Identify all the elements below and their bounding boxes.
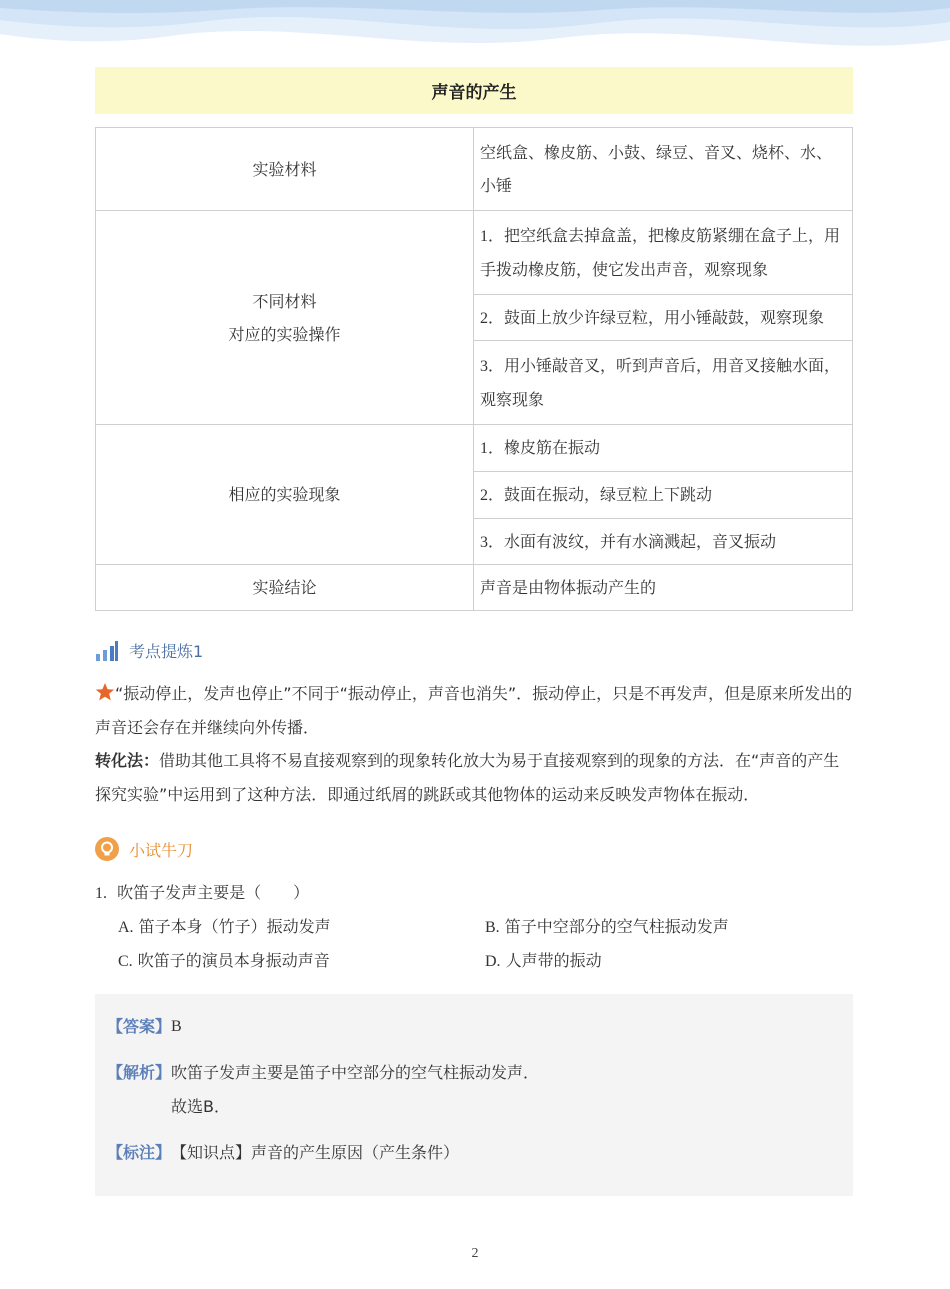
note-tag: 【标注】 <box>107 1143 172 1162</box>
table-row <box>96 425 853 472</box>
phenomenon-item: 2．鼓面在振动，绿豆粒上下跳动 <box>474 472 853 519</box>
operation-step: 1．把空纸盒去掉盒盖，把橡皮筋紧绷在盒子上，用手拨动橡皮筋，使它发出声音，观察现象 <box>474 211 853 295</box>
phenomena-label: 相应的实验现象 <box>96 425 474 565</box>
table-row <box>96 565 853 611</box>
section-key-points <box>95 639 203 662</box>
conclusion-label: 实验结论 <box>96 565 474 611</box>
operation-step: 3．用小锤敲音叉，听到声音后，用音叉接触水面，观察现象 <box>474 341 853 425</box>
analysis-tag: 【解析】 <box>107 1063 172 1082</box>
section-practice <box>95 837 193 861</box>
question-stem: 1. 吹笛子发声主要是（ ） <box>95 883 310 902</box>
wave-header-decoration <box>0 0 950 70</box>
star-icon <box>95 682 115 702</box>
operation-step: 2．鼓面上放少许绿豆粒，用小锤敲鼓，观察现象 <box>474 295 853 341</box>
note-row <box>107 1136 459 1170</box>
answer-tag: 【答案】 <box>107 1017 172 1036</box>
table-row <box>96 128 853 211</box>
analysis-line: 吹笛子发声主要是笛子中空部分的空气柱振动发声． <box>171 1063 540 1082</box>
page-number: 2 <box>471 1246 479 1261</box>
option-c[interactable]: C. 吹笛子的演员本身振动声音 <box>118 951 330 970</box>
conclusion-value: 声音是由物体振动产生的 <box>474 565 853 611</box>
phenomenon-item: 3．水面有波纹，并有水滴溅起，音叉振动 <box>474 519 853 565</box>
answer-value: B <box>171 1018 182 1035</box>
answer-row <box>107 1010 182 1044</box>
table-row <box>96 211 853 295</box>
note-value: 【知识点】声音的产生原因（产生条件） <box>171 1143 460 1162</box>
lightbulb-icon <box>95 837 119 861</box>
experiment-table <box>95 127 853 611</box>
options-grid <box>118 910 858 978</box>
section-practice-label: 小试牛刀 <box>129 840 194 860</box>
phenomenon-item: 1．橡皮筋在振动 <box>474 425 853 472</box>
conversion-method-paragraph: 转化法：借助其他工具将不易直接观察到的现象转化放大为易于直接观察到的现象的方法．在“声音的产生探究实验”中运用到了这种方法．即通过纸屑的跳跃或其他物体的运动来反映发声物体在振动． <box>95 751 840 804</box>
analysis-row <box>107 1056 539 1124</box>
key-point-paragraph: “振动停止，发声也停止”不同于“振动停止，声音也消失”．振动停止，只是不再发声，但是原来所发出的声音还会存在并继续向外传播． <box>95 684 853 737</box>
page-title: 声音的产生 <box>95 67 853 114</box>
bar-chart-icon <box>95 640 119 662</box>
conversion-method-term: 转化法： <box>95 751 160 770</box>
materials-value: 空纸盒、橡皮筋、小鼓、绿豆、音叉、烧杯、水、小锤 <box>474 128 853 211</box>
operations-label: 不同材料 对应的实验操作 <box>96 211 474 425</box>
option-a[interactable]: A. 笛子本身（竹子）振动发声 <box>118 917 331 936</box>
section-key-points-label: 考点提炼1 <box>129 642 204 661</box>
answer-panel <box>95 994 853 1196</box>
analysis-line: 故选B． <box>171 1097 230 1116</box>
option-b[interactable]: B. 笛子中空部分的空气柱振动发声 <box>485 917 729 936</box>
materials-label: 实验材料 <box>96 128 474 211</box>
option-d[interactable]: D. 人声带的振动 <box>485 951 602 970</box>
